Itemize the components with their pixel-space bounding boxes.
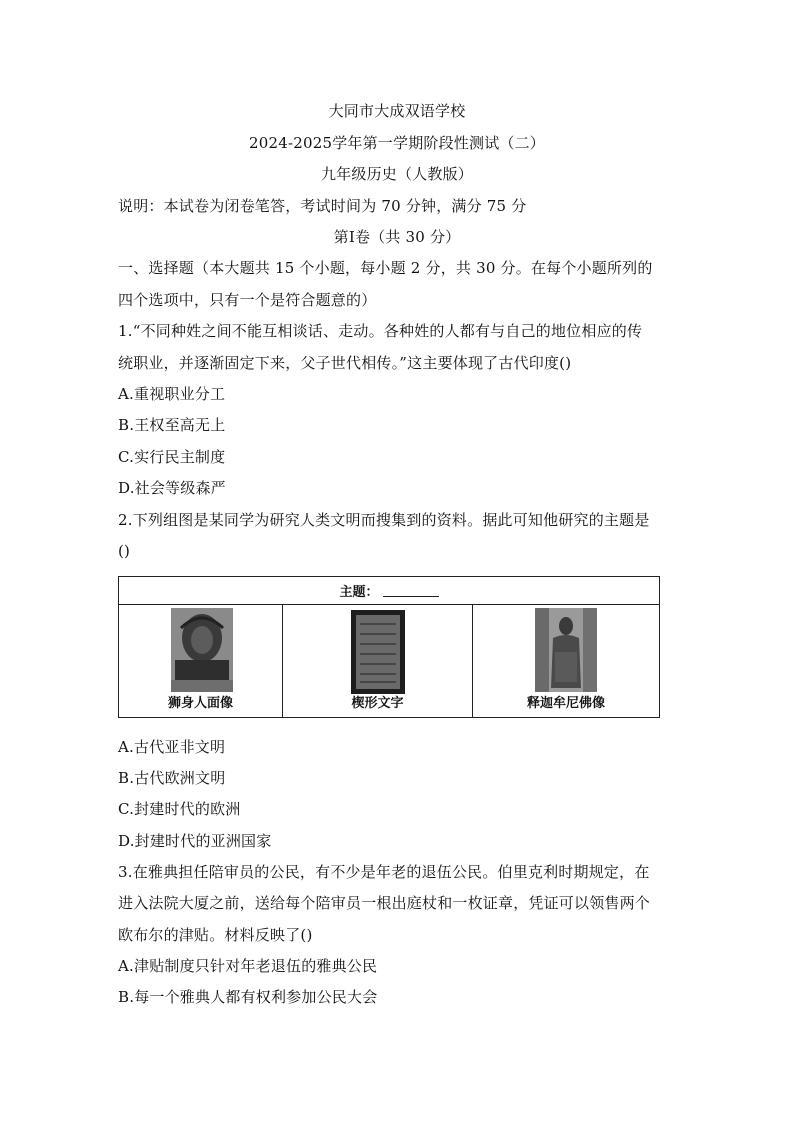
q1-option-a: A.重视职业分工 [118, 385, 226, 403]
section-heading-line2: 四个选项中，只有一个是符合题意的） [118, 291, 377, 309]
q3-option-a: A.津贴制度只针对年老退伍的雅典公民 [118, 957, 378, 975]
q2-option-b: B.古代欧洲文明 [118, 769, 226, 787]
q1-stem-line2: 统职业，并逐渐固定下来，父子世代相传。”这主要体现了古代印度() [118, 354, 572, 372]
figure-topic-label: 主题： [339, 585, 379, 600]
q3-stem-line1: 3.在雅典担任陪审员的公民，有不少是年老的退伍公民。伯里克利时期规定，在 [118, 863, 650, 881]
q2-figure-table [118, 576, 660, 718]
q2-option-d: D.封建时代的亚洲国家 [118, 832, 272, 850]
cuneiform-tablet-image [351, 610, 405, 694]
q2-option-c: C.封建时代的欧洲 [118, 800, 241, 818]
q3-option-b: B.每一个雅典人都有权利参加公民大会 [118, 988, 378, 1006]
q3-stem-line2: 进入法院大厦之前，送给每个陪审员一根出庭杖和一枚证章，凭证可以领售两个 [118, 894, 651, 912]
part-title: 第Ⅰ卷（共 30 分） [333, 228, 461, 246]
sphinx-image [171, 608, 233, 692]
caption-cuneiform: 楔形文字 [351, 696, 404, 711]
figure-header [119, 577, 659, 605]
figure-cell-cuneiform [283, 605, 473, 717]
q1-option-b: B.王权至高无上 [118, 416, 226, 434]
q1-option-d: D.社会等级森严 [118, 479, 226, 497]
topic-blank [383, 584, 439, 597]
section-heading-line1: 一、选择题（本大题共 15 个小题，每小题 2 分，共 30 分。在每个小题所列的 [118, 259, 653, 277]
figure-cell-sphinx [119, 605, 283, 717]
q3-stem-line3: 欧布尔的津贴。材料反映了() [118, 926, 313, 944]
q1-option-c: C.实行民主制度 [118, 448, 226, 466]
exam-instructions: 说明：本试卷为闭卷笔答，考试时间为 70 分钟，满分 75 分 [118, 197, 527, 215]
q1-stem-line1: 1.“不同种姓之间不能互相谈话、走动。各种姓的人都有与自己的地位相应的传 [118, 322, 643, 340]
caption-sphinx: 狮身人面像 [167, 696, 233, 711]
buddha-statue-image [535, 608, 597, 692]
exam-title: 2024-2025学年第一学期阶段性测试（二） [248, 134, 546, 152]
figure-cell-buddha [473, 605, 659, 717]
q2-stem-line1: 2.下列组图是某同学为研究人类文明而搜集到的资料。据此可知他研究的主题是 [118, 511, 650, 529]
subject-title: 九年级历史（人教版） [320, 165, 473, 183]
q2-stem-line2: () [118, 542, 131, 560]
caption-buddha: 释迦牟尼佛像 [526, 696, 605, 711]
q2-option-a: A.古代亚非文明 [118, 738, 226, 756]
school-name: 大同市大成双语学校 [328, 102, 466, 120]
